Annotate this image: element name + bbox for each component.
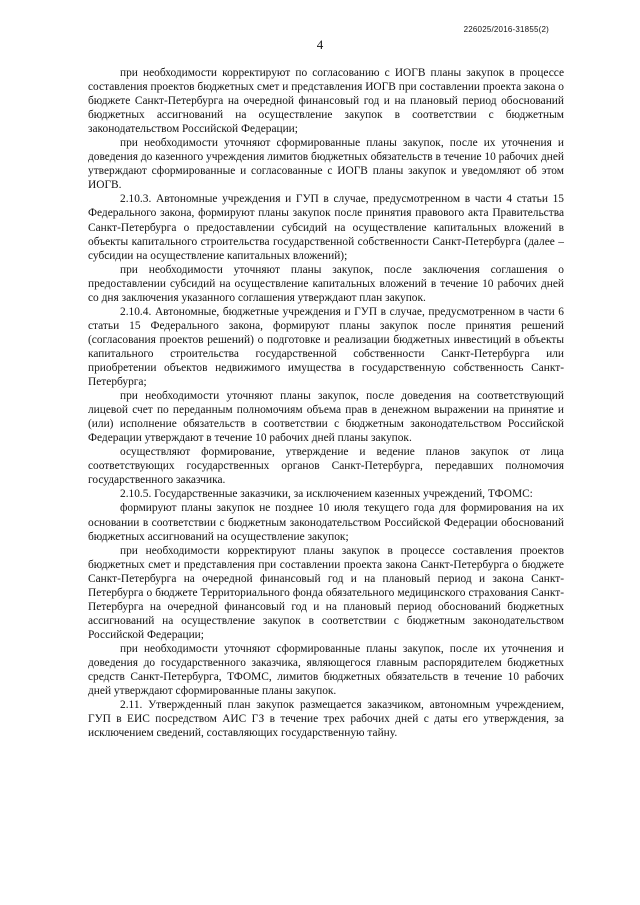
paragraph: формируют планы закупок не позднее 10 июля текущего года для формирования на их основании в соответствии с бюджетным законодательством Российской Федерации обоснований бюджетных ассигнований на осуществление закупок; xyxy=(88,502,564,543)
paragraph: при необходимости корректируют по согласованию с ИОГВ планы закупок в процессе составления проектов бюджетных смет и представления ИОГВ при составлении проекта закона о бюджете Санкт-Петербурга на очередной финансовый год и на плановый период обоснований бюджетных ассигнований на осуществление закупок в соответствии с бюджетным законодательством Российской Федерации; xyxy=(88,67,564,136)
paragraph-2-11: 2.11. Утвержденный план закупок размещается заказчиком, автономным учреждением, ГУП в ЕИС посредством АИС ГЗ в течение трех рабочих дней с даты его утверждения, за исключением сведений, составляющих государственную тайну. xyxy=(88,699,564,740)
paragraph: при необходимости корректируют планы закупок в процессе составления проектов бюджетных смет и представления при составлении проекта закона Санкт-Петербурга о бюджете Санкт-Петербурга на очередной финансовый год и на плановый период и закона Санкт-Петербурга о бюджете Территориального фонда обязательного медицинского страхования Санкт-Петербурга на очередной финансовый год и на плановый период обоснований бюджетных ассигнований на осуществление закупок в соответствии с бюджетным законодательством Российской Федерации; xyxy=(88,544,564,641)
page-number: 4 xyxy=(316,37,324,52)
paragraph: осуществляют формирование, утверждение и ведение планов закупок от лица соответствующих государственных органов Санкт-Петербурга, передавших полномочия государственного заказчика. xyxy=(88,446,564,487)
document-code: 226025/2016-31855(2) xyxy=(463,25,549,34)
paragraph-2-10-4: 2.10.4. Автономные, бюджетные учреждения и ГУП в случае, предусмотренном в части 6 статьи 15 Федерального закона, формируют планы закупок после принятия решений (согласования проектов решений) о подготовке и реализации бюджетных инвестиций в объекты капитального строительства государственной собственности Санкт-Петербурга или приобретении объектов недвижимого имущества в государственную собственность Санкт-Петербурга; xyxy=(88,305,564,389)
paragraph: при необходимости уточняют сформированные планы закупок, после их уточнения и доведения до казенного учреждения лимитов бюджетных обязательств в течение 10 рабочих дней утверждают сформированные и согласованные с ИОГВ планы закупок и уведомляют об этом ИОГВ. xyxy=(88,137,564,192)
paragraph-2-10-5: 2.10.5. Государственные заказчики, за исключением казенных учреждений, ТФОМС: xyxy=(120,488,533,501)
paragraph: при необходимости уточняют планы закупок, после заключения соглашения о предоставлении субсидий на осуществление капитальных вложений в течение 10 рабочих дней со дня заключения указанного соглашения утверждают план закупок. xyxy=(88,263,564,304)
paragraph: при необходимости уточняют планы закупок, после доведения на соответствующий лицевой счет по переданным полномочиям объема прав в денежном выражении на принятие и (или) исполнение обязательств в соответствии с бюджетным законодательством Российской Федерации утверждают в течение 10 рабочих дней планы закупок. xyxy=(88,390,564,445)
paragraph: при необходимости уточняют сформированные планы закупок, после их уточнения и доведения до государственного заказчика, являющегося главным распорядителем бюджетных средств Санкт-Петербурга, ТФОМС, лимитов бюджетных обязательств в течение 10 рабочих дней утверждают сформированные планы закупок. xyxy=(88,642,564,698)
document-body xyxy=(88,66,564,740)
paragraph-2-10-3: 2.10.3. Автономные учреждения и ГУП в случае, предусмотренном в части 4 статьи 15 Федерального закона, формируют планы закупок после принятия правового акта Правительства Санкт-Петербурга о предоставлении субсидий на осуществление капитальных вложений в объекты капитального строительства государственной собственности Санкт-Петербурга (далее – субсидии на осуществление капитальных вложений); xyxy=(88,193,564,262)
